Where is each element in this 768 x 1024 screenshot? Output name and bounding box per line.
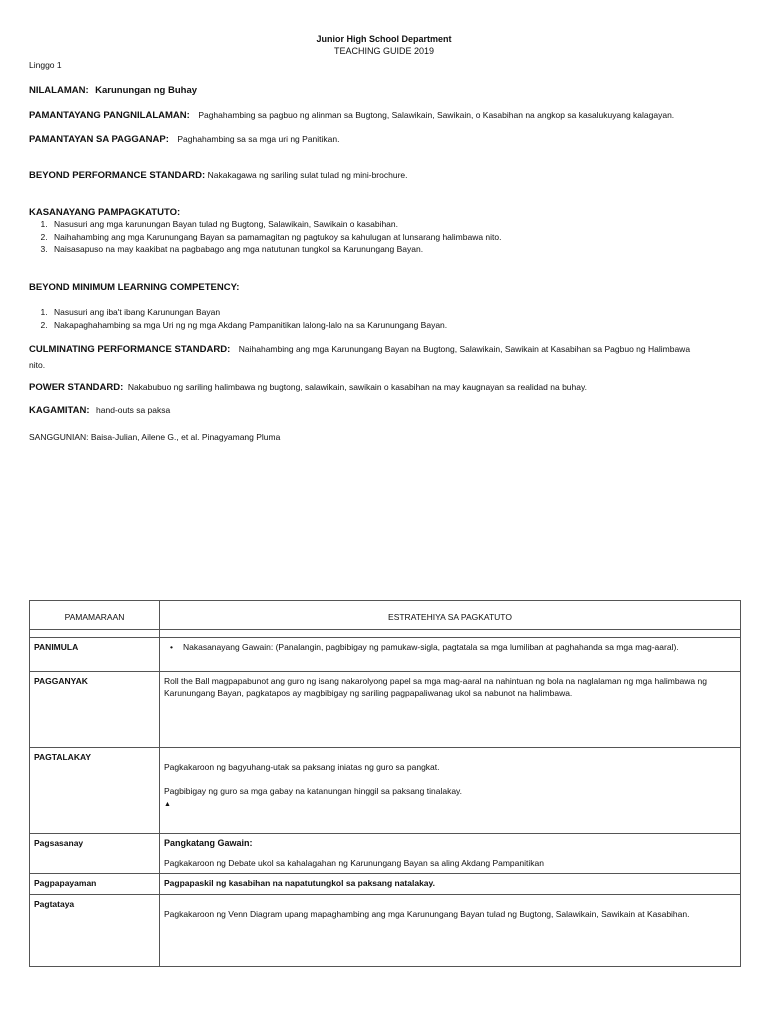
- beyond-competency-label: BEYOND MINIMUM LEARNING COMPETENCY:: [29, 282, 240, 293]
- table-header-row: [30, 601, 741, 630]
- pagtalakay-line-2: Pagbibigay ng guro sa mga gabay na katanungan hinggil sa paksang tinalakay.: [164, 786, 463, 796]
- pagsasanay-title: Pangkatang Gawain:: [164, 838, 253, 848]
- step-pagtalakay: PAGTALAKAY: [30, 748, 160, 834]
- nilalaman-label: NILALAMAN:: [29, 85, 89, 96]
- kasanayan-item: 2. Naihahambing ang mga Karunungang Bayan sa pamamagitan ng pagtukoy sa kahulugan at lunsarang halimbawa nito.: [50, 231, 750, 244]
- step-panimula: PANIMULA: [30, 638, 160, 672]
- header-estratehiya: ESTRATEHIYA SA PAGKATUTO: [160, 601, 741, 630]
- kasanayan-item: 3. Naisasapuso na may kaakibat na pagbabago ang mga natutunan tungkol sa Karunungang Bayan.: [50, 243, 750, 256]
- pamantayan-sa-pagganap-label: PAMANTAYAN SA PAGGANAP:: [29, 134, 169, 145]
- table-row: [30, 748, 741, 834]
- culminating-value: Naihahambing ang mga Karunungang Bayan na Bugtong, Salawikain, Sawikain at Kasabihan sa Pagbuo ng Halimbawa: [238, 344, 691, 354]
- panimula-content: • Nakasanayang Gawain: (Panalangin, pagbibigay ng pamukaw-sigla, pagtatala sa mga lumiliban at paghahanda sa mga mag-aaral).: [160, 638, 741, 672]
- step-pagtataya: Pagtataya: [30, 895, 160, 967]
- pagtataya-text: Pagkakaroon ng Venn Diagram upang mapaghambing ang mga Karunungang Bayan tulad ng Bugtong, Salawikain, Sawikain at Kasabihan.: [164, 909, 690, 919]
- culminating-label: CULMINATING PERFORMANCE STANDARD:: [29, 344, 231, 355]
- kasanayan-item: 1. Nasusuri ang mga karunungan Bayan tulad ng Bugtong, Salawikain, Sawikain o kasabihan.: [50, 218, 750, 231]
- kagamitan-label: KAGAMITAN:: [29, 405, 90, 416]
- pamantayan-sa-pagganap-line: [29, 134, 339, 145]
- table-row: [30, 834, 741, 874]
- pagganyak-content: Roll the Ball magpapabunot ang guro ng isang nakarolyong papel sa mga mag-aaral na nahintuan ng bola na naglalaman ng mga halimbawa ng Karunungang Bayan, pagkatapos ay magbibigay ng sariling pagpapaliwanag ukol sa nabunot na halimbawa.: [160, 672, 741, 748]
- pagtataya-content: [160, 895, 741, 967]
- table-row: [30, 895, 741, 967]
- power-standard-line: [29, 382, 587, 393]
- week-label: Linggo 1: [29, 60, 62, 70]
- beyond-competency-item: 2. Nakapaghahambing sa mga Uri ng ng mga Akdang Pampanitikan lalong-lalo na sa Karunungang Bayan.: [50, 319, 750, 332]
- table-row: [30, 874, 741, 895]
- power-standard-value: Nakabubuo ng sariling halimbawa ng bugtong, salawikain, sawikain o kasabihan na may kaugnayan sa realidad na buhay.: [127, 382, 587, 392]
- pamantayang-pangnilalaman-line: [29, 110, 674, 121]
- step-pagganyak: PAGGANYAK: [30, 672, 160, 748]
- department-title: Junior High School Department: [316, 34, 452, 44]
- table-spacer-row: [30, 630, 741, 638]
- beyond-performance-line: [29, 170, 407, 181]
- nilalaman-value: Karunungan ng Buhay: [95, 85, 198, 96]
- beyond-performance-label: BEYOND PERFORMANCE STANDARD:: [29, 170, 206, 181]
- pamantayan-sa-pagganap-value: Paghahambing sa sa mga uri ng Panitikan.: [177, 134, 340, 144]
- nilalaman-line: [29, 85, 197, 96]
- guide-title: TEACHING GUIDE 2019: [333, 46, 435, 56]
- sanggunian-text: SANGGUNIAN: Baisa-Julian, Ailene G., et al. Pinagyamang Pluma: [29, 432, 281, 442]
- pagtalakay-content: [160, 748, 741, 834]
- header-pamamaraan: PAMAMARAAN: [30, 601, 160, 630]
- beyond-performance-value: Nakakagawa ng sariling sulat tulad ng mini-brochure.: [207, 170, 408, 180]
- kagamitan-value: hand-outs sa paksa: [96, 405, 171, 415]
- strategy-table: [29, 600, 741, 967]
- beyond-competency-item: 1. Nasusuri ang iba't ibang Karunungan Bayan: [50, 306, 750, 319]
- pagsasanay-text: Pagkakaroon ng Debate ukol sa kahalagahan ng Karunungang Bayan sa aling Akdang Pampanitikan: [164, 858, 544, 868]
- pagtalakay-line-1: Pagkakaroon ng bagyuhang-utak sa paksang iniatas ng guro sa pangkat.: [164, 762, 440, 772]
- kasanayan-list: [32, 218, 750, 256]
- pagpapayaman-content: Pagpapaskil ng kasabihan na napatutungkol sa paksang natalakay.: [160, 874, 741, 895]
- step-pagsasanay: Pagsasanay: [30, 834, 160, 874]
- table-row: [30, 638, 741, 672]
- pagsasanay-content: [160, 834, 741, 874]
- arrow-icon: ▲: [164, 801, 171, 808]
- pamantayang-pangnilalaman-label: PAMANTAYANG PANGNILALAMAN:: [29, 110, 190, 121]
- step-pagpapayaman: Pagpapayaman: [30, 874, 160, 895]
- culminating-line: [29, 344, 741, 355]
- table-row: [30, 672, 741, 748]
- kagamitan-line: [29, 405, 170, 416]
- pamantayang-pangnilalaman-value: Paghahambing sa pagbuo ng alinman sa Bugtong, Salawikain, Sawikain, o Kasabihan na angkop sa kasalukuyang kalagayan.: [198, 110, 675, 120]
- culminating-value-continued: nito.: [29, 360, 46, 370]
- kasanayan-label: KASANAYANG PAMPAGKATUTO:: [29, 207, 181, 218]
- power-standard-label: POWER STANDARD:: [29, 382, 124, 393]
- beyond-competency-list: [32, 306, 750, 331]
